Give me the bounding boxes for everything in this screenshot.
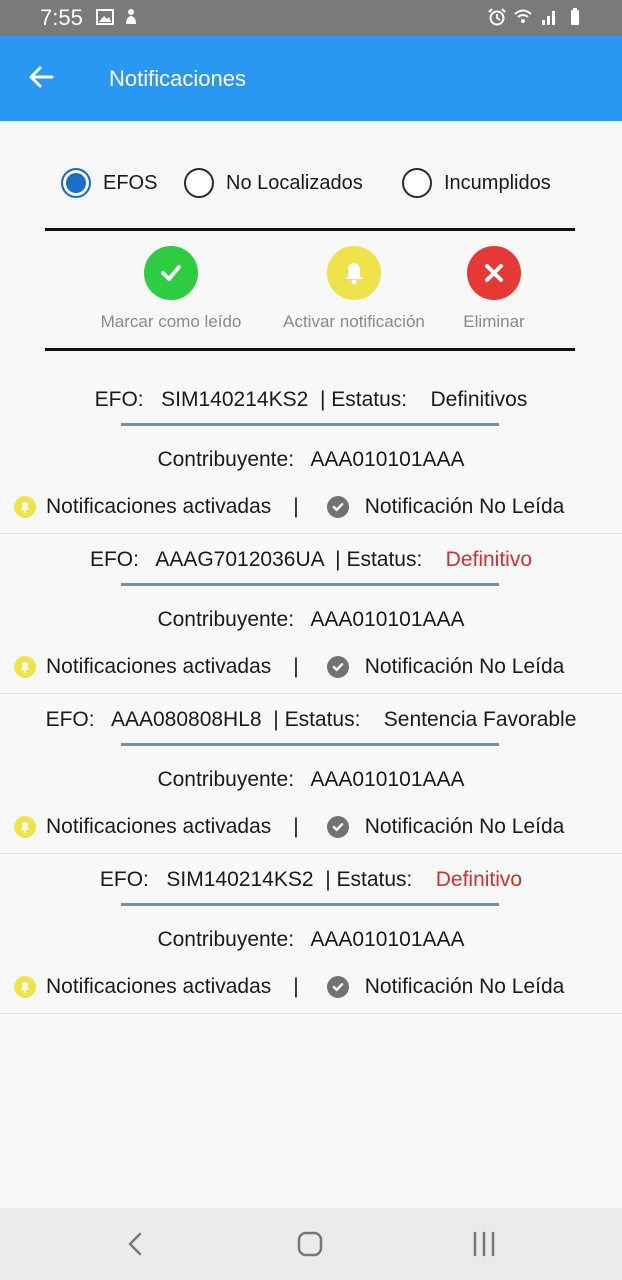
unread-label: Notificación No Leída	[364, 495, 565, 518]
check-icon	[327, 656, 349, 678]
notification-status-row	[14, 654, 564, 680]
radio-label: No Localizados	[226, 171, 363, 194]
notification-status-row	[14, 814, 564, 840]
status-value: Definitivo	[445, 548, 533, 571]
efo-row: EFO: AAAG7012036UA | Estatus: Definitivo	[89, 548, 533, 571]
check-icon	[327, 816, 349, 838]
list-item[interactable]	[0, 854, 622, 1014]
system-nav-bar	[0, 1208, 622, 1280]
radio-efos[interactable]	[61, 166, 157, 200]
contribuyente-row: Contribuyente: AAA010101AAA	[157, 768, 465, 791]
separator: |	[293, 655, 299, 678]
wifi-icon	[514, 8, 532, 26]
activate-notification-button[interactable]	[276, 246, 432, 332]
signal-icon	[540, 8, 558, 26]
home-nav-icon[interactable]	[292, 1228, 328, 1260]
notifications-on-label: Notificaciones activadas	[46, 655, 272, 678]
divider-top	[45, 228, 575, 231]
contribuyente-row: Contribuyente: AAA010101AAA	[157, 608, 465, 631]
arrow-left-icon[interactable]	[26, 62, 56, 92]
alarm-icon	[488, 8, 506, 26]
mark-read-label: Marcar como leído	[100, 312, 242, 331]
efo-underline	[121, 743, 499, 746]
list-item[interactable]	[0, 374, 622, 534]
unread-label: Notificación No Leída	[364, 655, 565, 678]
list-item[interactable]	[0, 534, 622, 694]
activate-notification-label: Activar notificación	[283, 312, 425, 331]
back-nav-icon[interactable]	[118, 1228, 154, 1260]
status-time: 7:55	[40, 5, 83, 30]
hand-icon	[122, 8, 140, 26]
gallery-icon	[96, 8, 114, 26]
radio-no-localizados[interactable]	[184, 166, 363, 200]
radio-unselected-icon	[184, 168, 214, 198]
efo-underline	[121, 423, 499, 426]
list-item[interactable]	[0, 694, 622, 854]
app-bar	[0, 36, 622, 121]
notifications-on-label: Notificaciones activadas	[46, 975, 272, 998]
bell-icon	[14, 816, 36, 838]
bell-icon	[14, 496, 36, 518]
recents-nav-icon[interactable]	[466, 1228, 502, 1260]
bell-icon	[14, 976, 36, 998]
efo-value: AAAG7012036UA	[155, 548, 324, 571]
check-icon	[327, 976, 349, 998]
notifications-on-label: Notificaciones activadas	[46, 495, 272, 518]
efo-row: EFO: SIM140214KS2 | Estatus: Definitivos	[94, 388, 528, 411]
efo-row: EFO: SIM140214KS2 | Estatus: Definitivo	[99, 868, 523, 891]
separator: |	[293, 975, 299, 998]
contribuyente-value: AAA010101AAA	[310, 768, 465, 791]
radio-selected-icon	[61, 168, 91, 198]
radio-label: Incumplidos	[444, 171, 551, 194]
efo-underline	[121, 903, 499, 906]
contribuyente-row: Contribuyente: AAA010101AAA	[157, 448, 465, 471]
battery-icon	[566, 8, 584, 26]
radio-unselected-icon	[402, 168, 432, 198]
contribuyente-value: AAA010101AAA	[310, 448, 465, 471]
status-value: Sentencia Favorable	[383, 708, 577, 731]
contribuyente-row: Contribuyente: AAA010101AAA	[157, 928, 465, 951]
efo-value: AAA080808HL8	[110, 708, 262, 731]
mark-read-button[interactable]	[95, 246, 247, 332]
check-icon	[327, 496, 349, 518]
efo-value: SIM140214KS2	[161, 388, 309, 411]
separator: |	[293, 815, 299, 838]
status-value: Definitivos	[430, 388, 528, 411]
contribuyente-value: AAA010101AAA	[310, 608, 465, 631]
close-icon	[467, 246, 521, 300]
bell-icon	[14, 656, 36, 678]
status-value: Definitivo	[435, 868, 523, 891]
page-title: Notificaciones	[109, 66, 246, 91]
divider-bottom	[45, 348, 575, 351]
unread-label: Notificación No Leída	[364, 815, 565, 838]
check-icon	[144, 246, 198, 300]
delete-button[interactable]	[461, 246, 527, 332]
unread-label: Notificación No Leída	[364, 975, 565, 998]
separator: |	[293, 495, 299, 518]
status-bar	[0, 0, 622, 36]
bell-icon	[327, 246, 381, 300]
notification-status-row	[14, 974, 564, 1000]
radio-label: EFOS	[103, 171, 158, 194]
efo-value: SIM140214KS2	[166, 868, 314, 891]
notification-status-row	[14, 494, 564, 520]
delete-label: Eliminar	[463, 312, 525, 331]
filter-radio-group	[0, 166, 622, 200]
contribuyente-value: AAA010101AAA	[310, 928, 465, 951]
radio-incumplidos[interactable]	[402, 166, 551, 200]
efo-row: EFO: AAA080808HL8 | Estatus: Sentencia Favorable	[45, 708, 577, 731]
notifications-on-label: Notificaciones activadas	[46, 815, 272, 838]
efo-underline	[121, 583, 499, 586]
